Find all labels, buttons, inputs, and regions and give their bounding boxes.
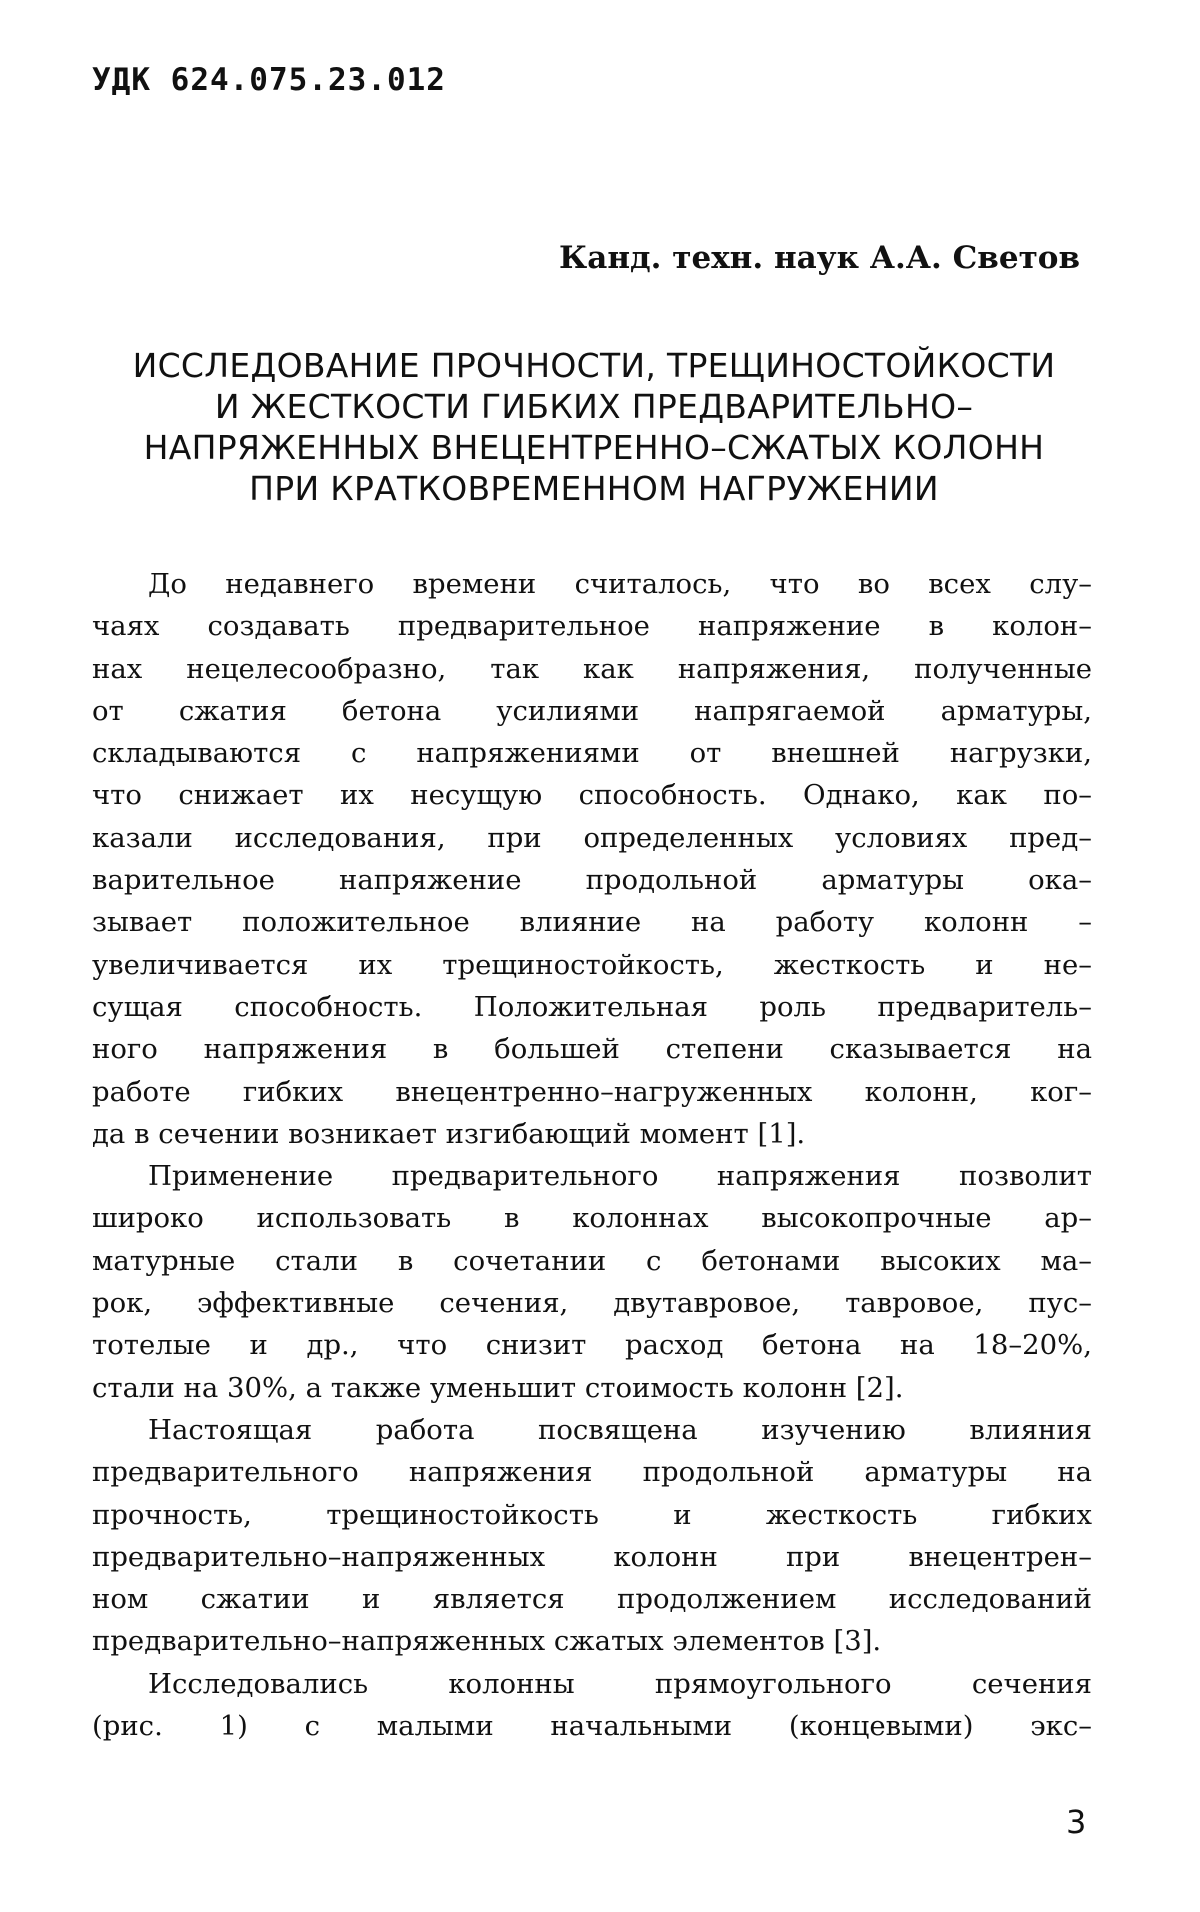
title-line: И ЖЕСТКОСТИ ГИБКИХ ПРЕДВАРИТЕЛЬНО– <box>214 387 974 426</box>
paragraph-line: стали на 30%, а также уменьшит стоимость колонн [2]. <box>92 1371 904 1404</box>
paragraph-line: До недавнего времени считалось, что во всех слу– <box>148 568 1092 600</box>
paragraph-line: складываются с напряжениями от внешней нагрузки, <box>92 737 1092 770</box>
paragraph-line: матурные стали в сочетании с бетонами высоких ма– <box>92 1244 1092 1277</box>
paragraph-line: ном сжатии и является продолжением исследований <box>92 1583 1092 1616</box>
paragraph-line: работе гибких внецентренно–нагруженных колонн, ког– <box>92 1075 1092 1108</box>
title-line: НАПРЯЖЕННЫХ ВНЕЦЕНТРЕННО–СЖАТЫХ КОЛОНН <box>143 428 1045 467</box>
paragraph-line: прочность, трещиностойкость и жесткость гибких <box>92 1498 1092 1531</box>
paragraph-line: Настоящая работа посвящена изучению влияния <box>148 1413 1092 1446</box>
paragraph-line: предварительно–напряженных сжатых элементов [3]. <box>92 1625 882 1658</box>
article-body <box>92 563 1092 1747</box>
paragraph-line: широко использовать в колоннах высокопрочные ар– <box>92 1202 1092 1235</box>
article-title <box>88 345 1100 509</box>
title-line: ИССЛЕДОВАНИЕ ПРОЧНОСТИ, ТРЕЩИНОСТОЙКОСТИ <box>132 346 1056 385</box>
paragraph-line: от сжатия бетона усилиями напрягаемой арматуры, <box>92 694 1092 727</box>
paragraph-line: чаях создавать предварительное напряжение в колон– <box>92 610 1092 643</box>
paragraph-line: сущая способность. Положительная роль предваритель– <box>92 990 1092 1023</box>
paragraph-line: Исследовались колонны прямоугольного сечения <box>148 1667 1092 1700</box>
paragraph-line: ного напряжения в большей степени сказывается на <box>92 1033 1092 1066</box>
paragraph-line: что снижает их несущую способность. Однако, как по– <box>92 779 1092 812</box>
paragraph-line: предварительного напряжения продольной арматуры на <box>92 1456 1092 1489</box>
paragraph-line: нах нецелесообразно, так как напряжения, полученные <box>92 652 1092 685</box>
author-line: Канд. техн. наук А.А. Светов <box>559 240 1080 276</box>
paragraph-line: варительное напряжение продольной арматуры ока– <box>92 864 1092 897</box>
paragraph-line: (рис. 1) с малыми начальными (концевыми) экс– <box>92 1710 1092 1743</box>
paragraph-line: Применение предварительного напряжения позволит <box>148 1160 1092 1193</box>
paragraph-line: казали исследования, при определенных условиях пред– <box>92 821 1092 854</box>
paragraph-line: предварительно–напряженных колонн при внецентрен– <box>92 1540 1092 1573</box>
paragraph-line: да в сечении возникает изгибающий момент [1]. <box>92 1117 806 1150</box>
paragraph-line: зывает положительное влияние на работу колонн – <box>92 906 1092 939</box>
title-line: ПРИ КРАТКОВРЕМЕННОМ НАГРУЖЕНИИ <box>249 469 939 508</box>
paragraph-line: увеличивается их трещиностойкость, жесткость и не– <box>92 948 1092 981</box>
paragraph-line: тотелые и др., что снизит расход бетона на 18–20%, <box>92 1329 1092 1362</box>
paragraph-line: рок, эффективные сечения, двутавровое, тавровое, пус– <box>92 1287 1092 1320</box>
udk-code: УДК 624.075.23.012 <box>92 62 446 98</box>
page-number: 3 <box>1066 1803 1087 1841</box>
